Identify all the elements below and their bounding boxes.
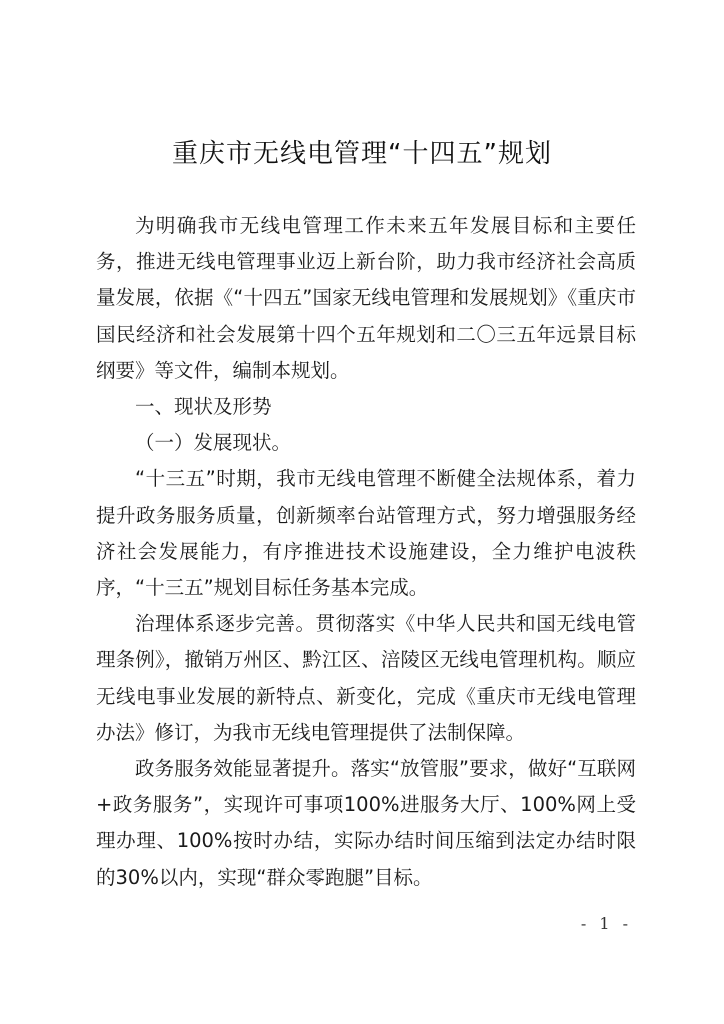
section-heading: 一、现状及形势 <box>135 395 272 419</box>
body-paragraph: “十三五”时期，我市无线电管理不断健全法规体系，着力提升政务服务质量，创新频率台站管理方式，努力增强服务经济社会发展能力，有序推进技术设施建设，全力维护电波秩序，“十三五”规划目标任务基本完成。 <box>96 467 636 600</box>
document-body <box>96 208 636 896</box>
intro-paragraph: 为明确我市无线电管理工作未来五年发展目标和主要任务，推进无线电管理事业迈上新台阶，助力我市经济社会高质量发展，依据《“十四五”国家无线电管理和发展规划》《重庆市国民经济和社会发展第十四个五年规划和二〇三五年远景目标纲要》等文件，编制本规划。 <box>96 214 636 382</box>
page-title: 重庆市无线电管理“十四五”规划 <box>172 139 552 169</box>
body-paragraph: 政务服务效能显著提升。落实“放管服”要求，做好“互联网+政务服务”，实现许可事项100%进服务大厅、100%网上受理办理、100%按时办结，实际办结时间压缩到法定办结时限的30%以内，实现“群众零跑腿”目标。 <box>96 757 636 889</box>
body-paragraph: 治理体系逐步完善。贯彻落实《中华人民共和国无线电管理条例》，撤销万州区、黔江区、涪陵区无线电管理机构。顺应无线电事业发展的新特点、新变化，完成《重庆市无线电管理办法》修订，为我市无线电管理提供了法制保障。 <box>96 612 636 744</box>
subsection-heading: （一）发展现状。 <box>135 431 292 455</box>
page-number: - 1 - <box>580 914 632 933</box>
